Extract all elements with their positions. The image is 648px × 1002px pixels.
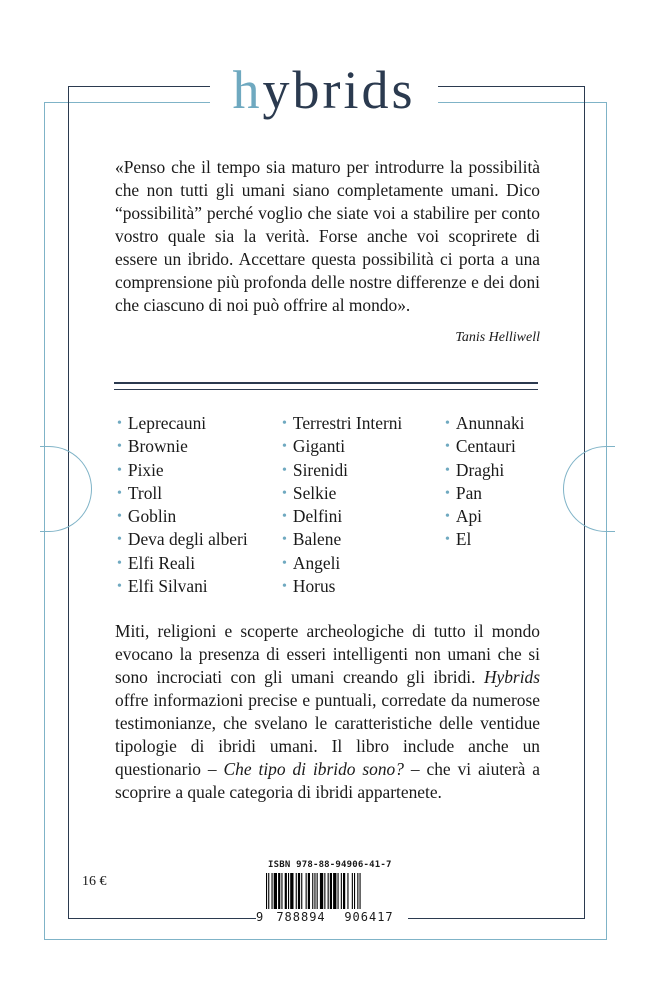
description-book-title: Hybrids [483,667,540,687]
hybrid-list-column-2 [282,412,402,598]
book-description: Miti, religioni e scoperte archeologiche di tutto il mondo evocano la presenza di esseri intelligenti non umani che si sono incrociati con gli umani creando gli ibridi. Hybrids offre informazioni precise e puntuali, corredate da numerose testimonianze, che svelano le caratteristiche delle ventidue tipologie di ibridi umani. Il libro include anche un questionario – Che tipo di ibrido sono? – che vi aiuterà a scoprire a quale categoria di ibridi appartenete. [115,621,541,802]
list-item: • El [445,529,472,550]
title-rest: ybrids [262,60,416,120]
hybrid-list-column-1 [117,412,248,598]
list-item: • Balene [282,529,342,550]
list-item: • Api [445,506,482,527]
isbn-digits: 9 788894 906417 [256,910,394,924]
barcode-bars [266,873,406,909]
list-item: • Deva degli alberi [117,529,248,550]
list-item: • Brownie [117,436,188,457]
list-item: • Horus [282,576,336,597]
list-item: • Elfi Reali [117,552,196,573]
isbn-barcode [256,858,408,928]
divider-thick [114,382,538,384]
list-item: • Selkie [282,482,337,503]
list-item: • Angeli [282,552,341,573]
list-item: • Centauri [445,436,516,457]
list-item: • Goblin [117,506,177,527]
quote-author: Tanis Helliwell [455,330,540,345]
quote-text: «Penso che il tempo sia maturo per introdurre la possibilità che non tutti gli umani siano completamente umani. Dico “possibilità” perché voglio che siate voi a stabilire per conto vostro quale sia la verità. Forse anche voi scoprirete di essere un ibrido. Accettare questa possibilità ci porta a una comprensione più profonda delle nostre differenze e dei doni che ciascuno di noi può offrire al mondo». [115,157,540,315]
list-item: • Troll [117,482,163,503]
divider-thin [114,389,538,390]
book-title [233,60,416,120]
list-item: • Draghi [445,459,505,480]
list-item: • Sirenidi [282,459,348,480]
list-item: • Terrestri Interni [282,413,403,433]
price-label: 16 € [82,874,107,889]
title-box [210,50,438,130]
list-item: • Delfini [282,506,343,527]
list-item: • Elfi Silvani [117,576,208,597]
isbn-label: ISBN 978-88-94906-41-7 [268,860,392,870]
list-item: • Leprecauni [117,413,207,433]
list-item: • Giganti [282,436,346,457]
list-item: • Pixie [117,459,164,480]
hybrid-list-column-3 [445,412,525,552]
title-first-letter: h [232,60,263,120]
list-item: • Anunnaki [445,413,525,433]
list-item: • Pan [445,482,482,503]
description-questionnaire-title: Che tipo di ibrido sono? [223,759,404,779]
